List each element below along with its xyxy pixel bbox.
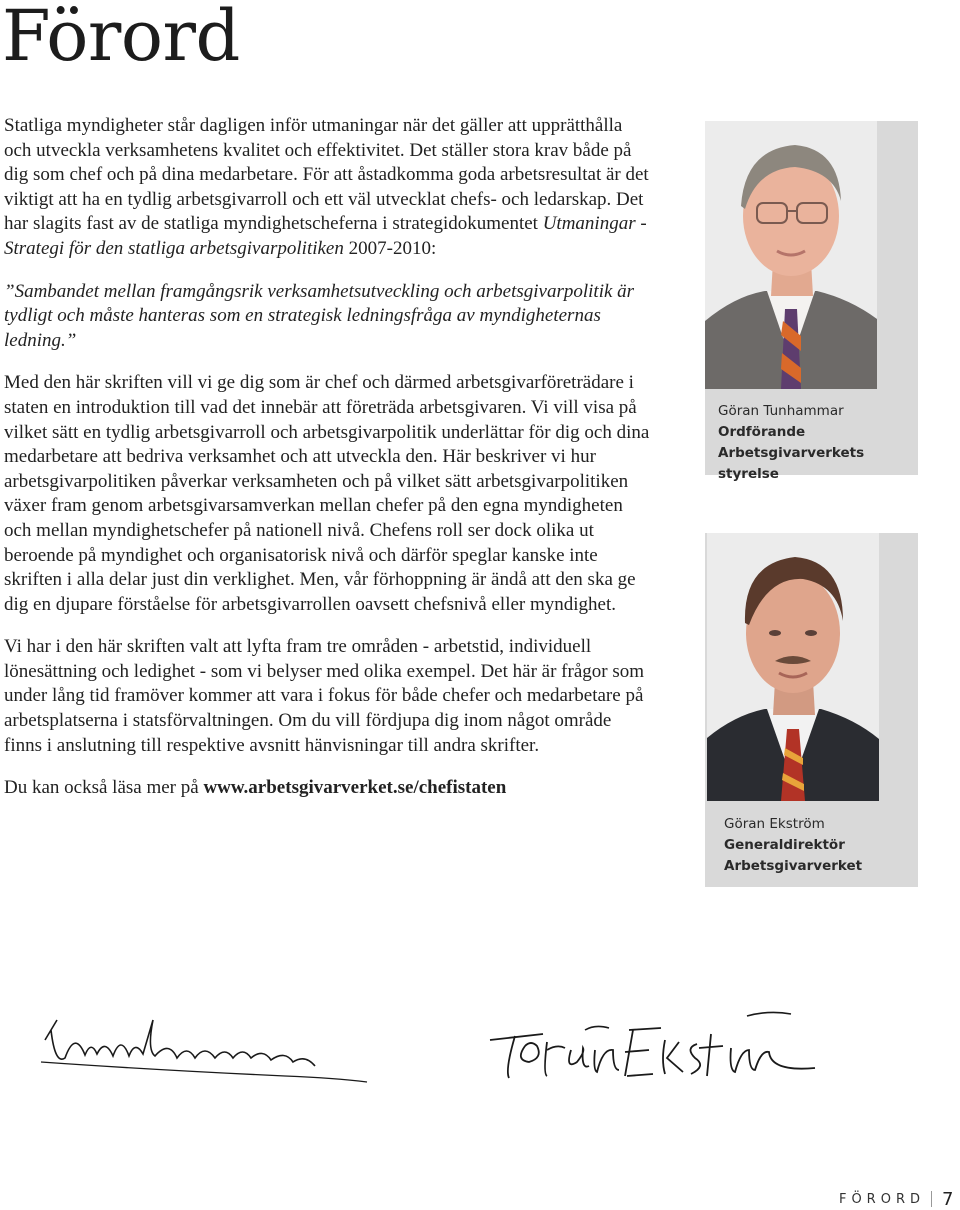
signature-ekstrom [485, 1000, 820, 1090]
section-label: FÖRORD [838, 1191, 925, 1207]
person-caption [718, 401, 918, 485]
readmore-text: Du kan också läsa mer på [4, 777, 204, 799]
signature-tunhammar [35, 1010, 375, 1090]
portrait-photo [707, 533, 879, 801]
person-role: Generaldirektör [724, 837, 845, 853]
intro-text: Statliga myndigheter står dagligen inför utmaningar när det gäller att upprätthålla och utveckla verksamhetens kvalitet och effektivitet. Det ställer stora krav både på dig som chef och på dina medarbetare. För att åstadkomma goda arbetsresultat är det viktigt att ha en tydlig arbetsgivarroll och ett väl utvecklat chefs- och ledarskap. Det har slagits fast av de statliga myndighetscheferna i strategidokumentet [4, 115, 649, 235]
portrait-photo [705, 121, 877, 389]
document-title: Utmaningar - Strategi för den statliga arbetsgivarpolitiken [4, 213, 647, 259]
quote-paragraph: ”Sambandet mellan framgångsrik verksamhetsutveckling och arbetsgivarpolitik är tydligt och måste hanteras som en strategisk ledningsfråga av myndigheternas ledning.” [4, 280, 635, 351]
person-name: Göran Ekström [724, 816, 825, 832]
person-name: Göran Tunhammar [718, 403, 844, 419]
person-card-tunhammar [705, 121, 918, 482]
intro-tail: 2007-2010: [343, 237, 437, 259]
person-role: Ordförande [718, 424, 806, 440]
page-title: Förord [2, 0, 240, 77]
areas-paragraph: Vi har i den här skriften valt att lyfta fram tre områden - arbetstid, individuell lönesättning och ledighet - som vi belyser med olika exempel. Det här är frågor som under lång tid framöver kommer att vara i fokus för både chefer och medarbetare på arbetsplatserna i statsförvaltningen. Om du vill fördjupa dig inom något område finns i anslutning till respektive avsnitt hänvisningar till andra skrifter. [4, 636, 645, 756]
purpose-paragraph: Med den här skriften vill vi ge dig som är chef och därmed arbetsgivarföreträdare i staten en introduktion till vad det innebär att företräda arbetsgivaren. Vi vill visa på vilket sätt en tydlig arbetsgivarroll och arbetsgivarpolitik underlättar för dig och dina medarbetare att bedriva verksamhet och att utveckla den. Här beskriver vi hur arbetsgivarpolitiken påverkar verksamheten och på vilket sätt arbetsgivarpolitiken växer fram genom arbetsgivarsamverkan mellan chefer på den egna myndigheten och mellan myndighetschefer på nationell nivå. Chefens roll ser dock olika ut beroende på myndighet och organisatorisk nivå och därför speglar kanske inte skriften i alla delar just din verklighet. Men, vår förhoppning är ändå att den ska ge dig en djupare förståelse för arbetsgivarrollen oavsett chefsnivå eller myndighet. [4, 372, 650, 615]
body-text [4, 114, 654, 819]
person-organization: Arbetsgivarverket [724, 858, 863, 874]
person-card-ekstrom [705, 533, 918, 887]
page-number: 7 [942, 1188, 954, 1210]
website-link[interactable]: www.arbetsgivarverket.se/chefistaten [203, 777, 507, 799]
person-organization: Arbetsgivarverkets styrelse [718, 445, 865, 482]
readmore-paragraph [4, 776, 654, 801]
footer-divider [931, 1191, 932, 1207]
intro-paragraph [4, 114, 654, 262]
person-caption [724, 814, 862, 877]
